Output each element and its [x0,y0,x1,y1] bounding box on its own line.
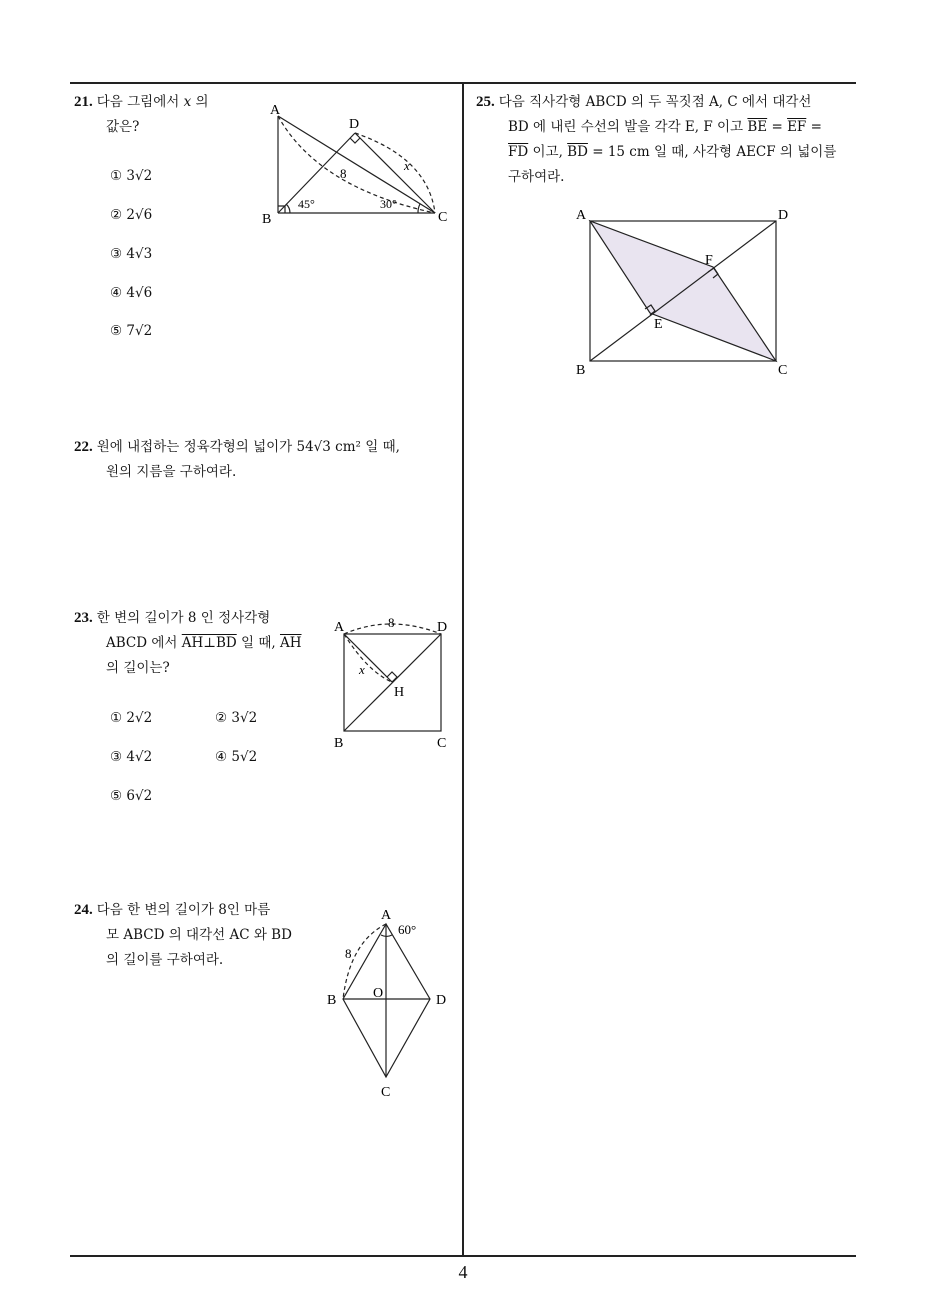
label-x: x [359,662,365,677]
label-b: B [262,212,272,227]
figure-23 [330,612,460,757]
question-number: 21. [74,94,93,110]
question-22: 22. 원에 내접하는 정육각형의 넓이가 54√3 cm² 일 때, 원의 지름을 구하여라. [74,439,400,480]
label-d: D [437,620,448,635]
label-len: 8 [340,166,347,181]
label-d: D [778,208,789,223]
option-3[interactable]: ③ 4√2 [110,749,153,765]
label-angle-c: 30° [380,197,397,211]
option-5[interactable]: ⑤ 6√2 [110,788,153,804]
question-number: 22. [74,439,93,455]
figure-24 [320,902,460,1102]
option-4[interactable]: ④ 5√2 [215,749,258,765]
label-c: C [778,363,788,378]
option-5[interactable]: ⑤ 7√2 [110,323,153,339]
label-d: D [436,993,447,1008]
label-b: B [327,993,337,1008]
label-o: O [373,986,384,1001]
label-a: A [576,208,587,223]
label-f: F [705,253,713,268]
label-d: D [349,117,360,132]
option-2[interactable]: ② 2√6 [110,207,153,223]
question-number: 23. [74,610,93,626]
page-number: 4 [458,1262,468,1282]
label-b: B [576,363,586,378]
question-number: 24. [74,902,93,918]
question-23: 23. 한 변의 길이가 8 인 정사각형 ABCD 에서 AH⊥BD 일 때, $\overline{AH}$ 의 길이는? [74,610,302,676]
label-angle: 60° [398,922,417,937]
option-2[interactable]: ② 3√2 [215,710,258,726]
label-a: A [381,908,392,923]
label-h: H [394,685,405,700]
figure-21 [258,98,458,233]
label-angle-b: 45° [298,197,315,211]
option-4[interactable]: ④ 4√6 [110,285,153,301]
label-a: A [270,103,281,118]
option-3[interactable]: ③ 4√3 [110,246,153,262]
label-e: E [654,317,663,332]
question-number: 25. [476,94,495,110]
label-len: 8 [345,946,352,961]
option-1[interactable]: ① 3√2 [110,168,153,184]
question-21: 21. 다음 그림에서 x 의 값은? [74,94,209,135]
column-divider [462,82,464,1256]
label-len: 8 [388,615,395,630]
question-25: 25. 다음 직사각형 ABCD 의 두 꼭짓점 A, C 에서 대각선 BD 에 내린 수선의 발을 각각 E, F 이고 $\overline{BE} = \overline{EF}$ = $\overline{FD}$ 이고, $\overline{BD} = 15$ cm 일 때, 사각형 AECF 의 넓이를 구하여라. [476,94,837,185]
label-a: A [334,620,345,635]
option-1[interactable]: ① 2√2 [110,710,153,726]
bottom-rule [70,1255,856,1257]
label-c: C [381,1085,391,1100]
label-c: C [438,210,448,225]
label-x: x [404,158,410,173]
figure-25 [570,204,795,379]
label-b: B [334,736,344,751]
label-c: C [437,736,447,751]
question-24: 24. 다음 한 변의 길이가 8인 마름 모 ABCD 의 대각선 AC 와 BD 의 길이를 구하여라. [74,902,292,968]
